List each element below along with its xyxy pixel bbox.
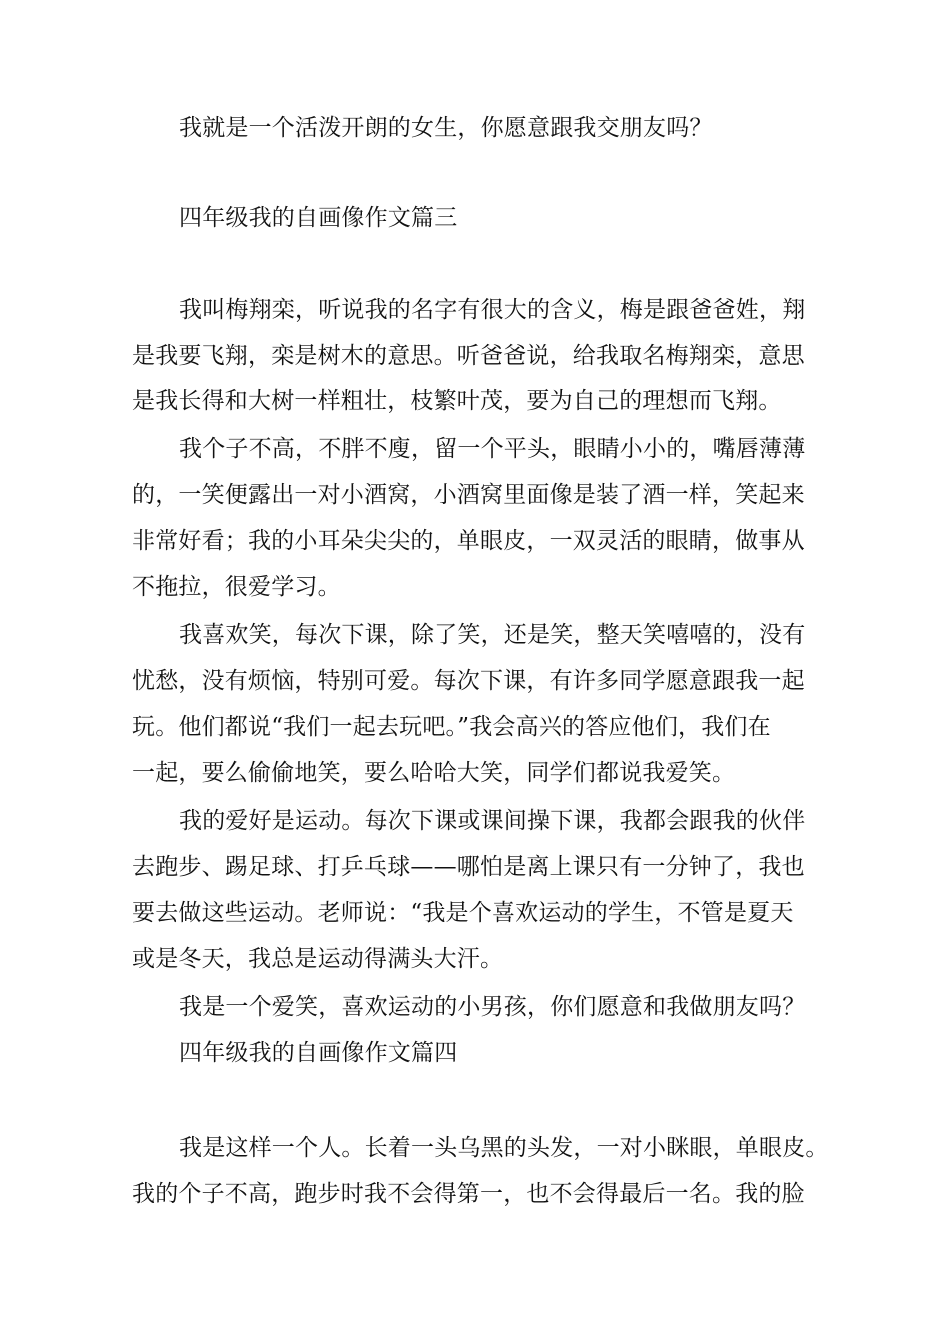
- paragraph-line: 我喜欢笑，每次下课，除了笑，还是笑，整天笑嘻嘻的，没有: [179, 622, 806, 648]
- paragraph-line: 我叫梅翔栾，听说我的名字有很大的含义，梅是跟爸爸姓，翔: [179, 297, 806, 323]
- paragraph-line: 是我要飞翔，栾是树木的意思。听爸爸说，给我取名梅翔栾，意思: [132, 343, 805, 369]
- paragraph-line: 我的个子不高，跑步时我不会得第一，也不会得最后一名。我的脸: [132, 1181, 805, 1207]
- paragraph-line: 我个子不高，不胖不廋，留一个平头，眼睛小小的，嘴唇薄薄: [179, 436, 806, 462]
- section-heading: 四年级我的自画像作文篇四: [179, 1040, 458, 1066]
- paragraph-line: 我的爱好是运动。每次下课或课间操下课，我都会跟我的伙伴: [179, 808, 806, 834]
- paragraph-line: 忧愁，没有烦恼，特别可爱。每次下课，有许多同学愿意跟我一起: [132, 668, 805, 694]
- paragraph-line: 去跑步、踢足球、打乒乓球——哪怕是离上课只有一分钟了，我也: [132, 854, 805, 880]
- paragraph-line: 我就是一个活泼开朗的女生，你愿意跟我交朋友吗？: [179, 115, 713, 141]
- section-heading: 四年级我的自画像作文篇三: [179, 205, 458, 231]
- paragraph-line: 是我长得和大树一样粗壮，枝繁叶茂，要为自己的理想而飞翔。: [132, 388, 782, 414]
- paragraph-line: 我是这样一个人。长着一头乌黑的头发，一对小眯眼，单眼皮。: [179, 1135, 829, 1161]
- paragraph-line: 或是冬天，我总是运动得满头大汗。: [132, 946, 504, 972]
- paragraph-line: 的，一笑便露出一对小酒窝，小酒窝里面像是装了酒一样，笑起来: [132, 482, 805, 508]
- paragraph-line: 玩。他们都说“我们一起去玩吧。”我会高兴的答应他们，我们在: [132, 714, 771, 740]
- paragraph-line: 一起，要么偷偷地笑，要么哈哈大笑，同学们都说我爱笑。: [132, 760, 736, 786]
- paragraph-line: 不拖拉，很爱学习。: [132, 574, 341, 600]
- paragraph-line: 非常好看；我的小耳朵尖尖的，单眼皮，一双灵活的眼睛，做事从: [132, 528, 805, 554]
- paragraph-line: 要去做这些运动。老师说：“我是个喜欢运动的学生，不管是夏天: [132, 900, 794, 926]
- paragraph-line: 我是一个爱笑，喜欢运动的小男孩，你们愿意和我做朋友吗？: [179, 994, 806, 1020]
